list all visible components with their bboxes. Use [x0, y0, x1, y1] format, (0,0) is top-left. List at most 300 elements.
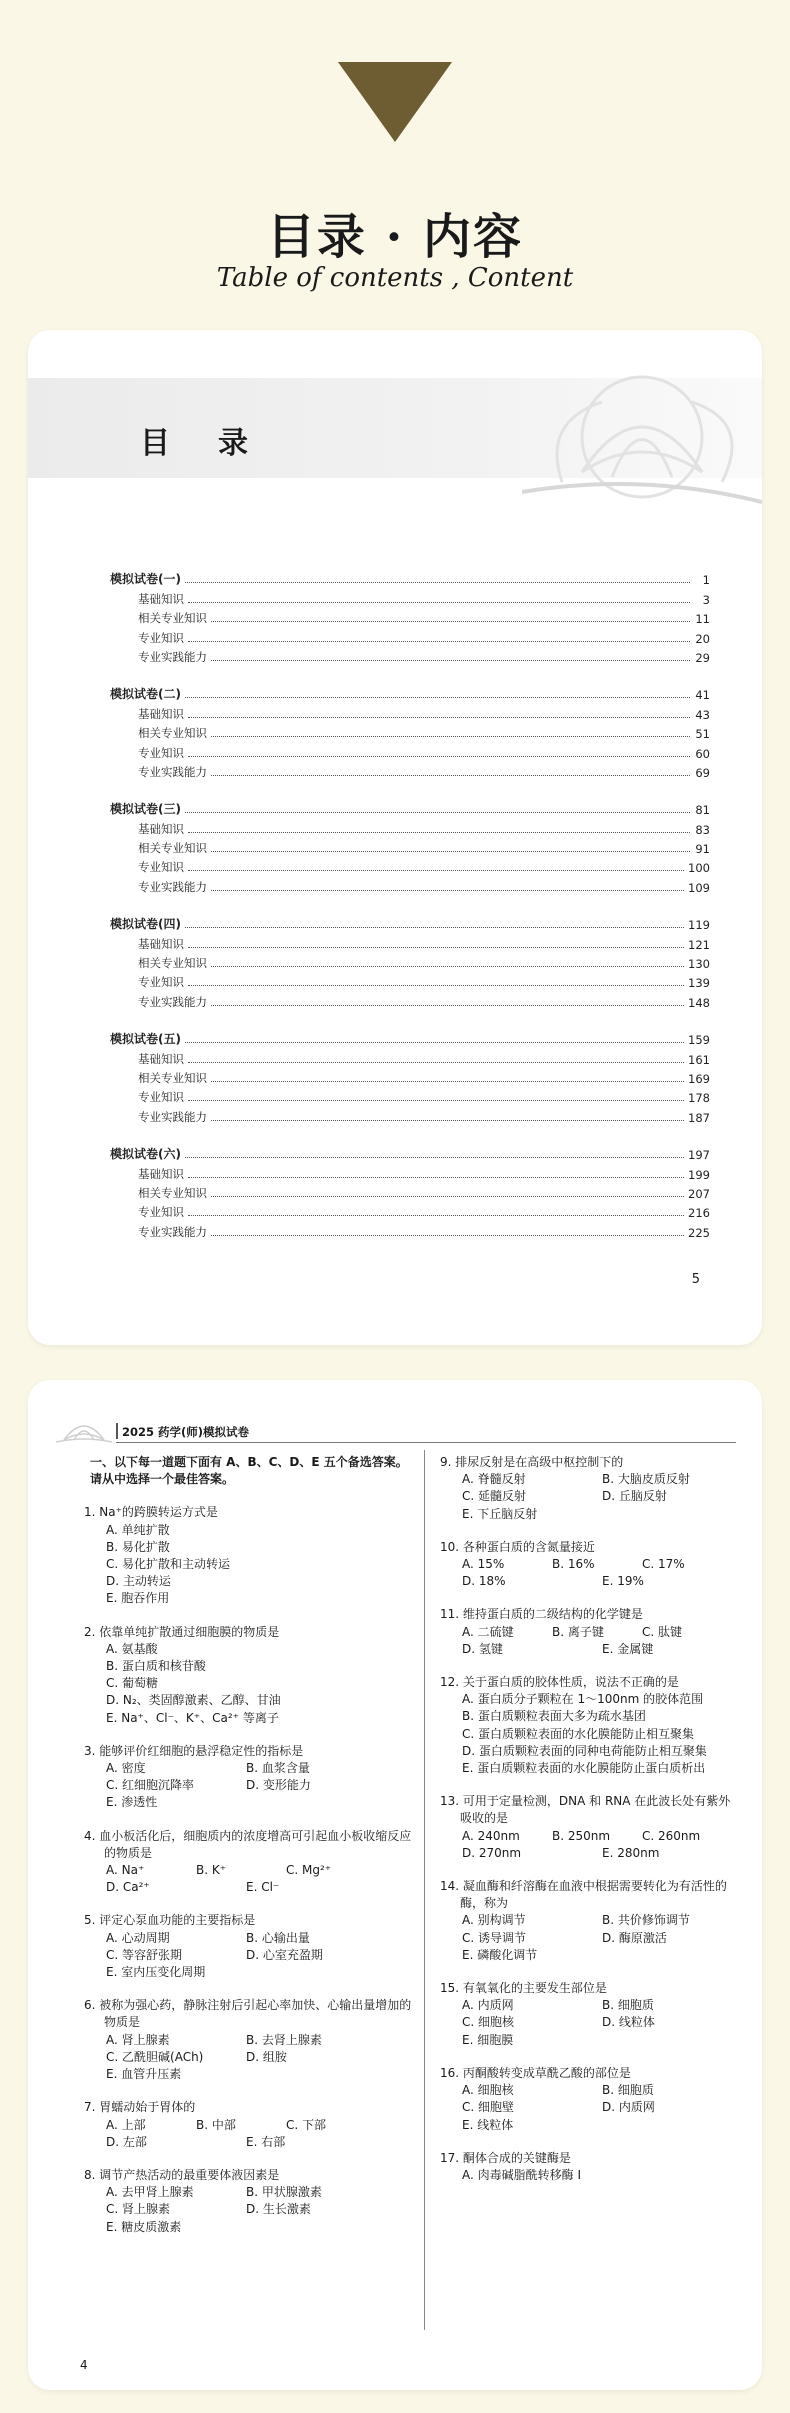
option-row	[106, 1590, 414, 1607]
answer-option[interactable]: A. 别构调节	[462, 1913, 526, 1928]
option-row	[106, 2049, 414, 2066]
option-row	[462, 1997, 740, 2014]
answer-option[interactable]: D. 内质网	[602, 2100, 655, 2115]
option-row	[462, 1828, 740, 1845]
option-row	[106, 1573, 414, 1590]
answer-option[interactable]: C. 肾上腺素	[106, 2202, 171, 2217]
exam-header	[46, 1420, 746, 1444]
toc-entry-page: 83	[695, 822, 710, 837]
answer-option[interactable]: C. 细胞核	[462, 2015, 515, 2030]
toc-entry-label: 相关专业知识	[138, 611, 207, 626]
answer-option[interactable]: E. 磷酸化调节	[462, 1947, 538, 1962]
toc-entry-section[interactable]	[110, 932, 710, 951]
option-row	[106, 1522, 414, 1539]
answer-option[interactable]: D. 线粒体	[602, 2015, 655, 2030]
toc-entry-label: 相关专业知识	[138, 726, 207, 741]
exam-page-card	[28, 1380, 762, 2390]
answer-option[interactable]: E. 胞吞作用	[106, 1591, 170, 1606]
page-number: 4	[80, 2358, 88, 2372]
toc-entry-label: 模拟试卷(五)	[110, 1032, 181, 1047]
option-row	[462, 1471, 740, 1488]
answer-option[interactable]: A. 心动周期	[106, 1930, 170, 1945]
toc-entry-section[interactable]	[110, 607, 710, 626]
toc-entry-page: 199	[688, 1167, 710, 1182]
dot-leader	[211, 775, 690, 776]
toc-entry-page: 139	[688, 976, 710, 991]
option-row	[106, 1930, 414, 1947]
toc-entry-section[interactable]	[110, 1220, 710, 1239]
question-item	[84, 1997, 414, 2083]
option-row	[106, 1692, 414, 1709]
dot-leader	[188, 1062, 684, 1063]
toc-entry-page: 11	[695, 612, 710, 627]
toc-entry-label: 基础知识	[138, 591, 184, 606]
toc-entry-section[interactable]	[110, 702, 710, 721]
dot-leader	[185, 582, 690, 583]
toc-entry-label: 基础知识	[138, 1166, 184, 1181]
toc-entry-section[interactable]	[110, 646, 710, 665]
answer-option[interactable]: C. 红细胞沉降率	[106, 1778, 195, 1793]
toc-entry-label: 基础知识	[138, 706, 184, 721]
dot-leader	[185, 812, 690, 813]
answer-option[interactable]: D. 酶原激活	[602, 1930, 667, 1945]
option-row	[106, 2066, 414, 2083]
toc-entry-page: 148	[688, 995, 710, 1010]
dot-leader	[211, 660, 690, 661]
toc-entry-label: 模拟试卷(六)	[110, 1147, 181, 1162]
toc-entry-section[interactable]	[110, 952, 710, 971]
answer-option[interactable]: C. 易化扩散和主动转运	[106, 1557, 231, 1572]
option-row	[462, 1743, 740, 1760]
question-item	[84, 1624, 414, 1727]
toc-entry-section[interactable]	[110, 837, 710, 856]
option-row	[106, 1675, 414, 1692]
dot-leader	[188, 985, 684, 986]
answer-option[interactable]: B. 甲状腺激素	[246, 2185, 322, 2200]
option-row	[106, 1947, 414, 1964]
toc-entry-label: 专业实践能力	[138, 764, 207, 779]
header-bar	[116, 1423, 118, 1439]
toc-entry-label: 模拟试卷(三)	[110, 802, 181, 817]
answer-option[interactable]: D. 组胺	[246, 2049, 287, 2064]
dot-leader	[188, 832, 690, 833]
option-row	[462, 1930, 740, 1947]
toc-entry-page: 51	[695, 727, 710, 742]
dot-leader	[188, 641, 690, 642]
dot-leader	[211, 1005, 684, 1006]
option-row	[106, 2201, 414, 2218]
option-row	[462, 2167, 740, 2184]
question-item	[84, 1828, 414, 1897]
toc-entry-page: 91	[695, 842, 710, 857]
toc-group	[110, 913, 710, 1010]
answer-option[interactable]: B. K⁺	[196, 1863, 227, 1878]
toc-entry-exam[interactable]	[110, 913, 710, 932]
option-row	[106, 2184, 414, 2201]
toc-entry-label: 专业知识	[138, 1205, 184, 1220]
answer-option[interactable]: E. 下丘脑反射	[462, 1506, 538, 1521]
toc-entry-label: 专业实践能力	[138, 879, 207, 894]
toc-entry-label: 专业实践能力	[138, 1109, 207, 1124]
answer-option[interactable]: E. Na⁺、Cl⁻、K⁺、Ca²⁺ 等离子	[106, 1710, 279, 1725]
answer-option[interactable]: C. 乙酰胆碱(ACh)	[106, 2049, 204, 2064]
option-row	[462, 1726, 740, 1743]
toc-entry-page: 216	[688, 1206, 710, 1221]
answer-option[interactable]: B. 去肾上腺素	[246, 2032, 322, 2047]
lotus-watermark-icon	[522, 362, 762, 512]
toc-entry-page: 169	[688, 1071, 710, 1086]
answer-option[interactable]: D. 270nm	[462, 1845, 522, 1860]
toc-entry-page: 159	[688, 1033, 710, 1048]
toc-entry-label: 专业知识	[138, 745, 184, 760]
answer-option[interactable]: D. 蛋白质颗粒表面的同种电荷能防止相互聚集	[462, 1743, 707, 1758]
toc-entry-label: 相关专业知识	[138, 1185, 207, 1200]
toc-entry-page: 60	[695, 746, 710, 761]
question-stem: 17. 酮体合成的关键酶是	[440, 2150, 571, 2165]
option-row	[106, 1794, 414, 1811]
question-stem: 3. 能够评价红细胞的悬浮稳定性的指标是	[84, 1743, 304, 1758]
toc-entry-section[interactable]	[110, 741, 710, 760]
toc-entry-page: 121	[688, 937, 710, 952]
answer-option[interactable]: C. 葡萄糖	[106, 1676, 159, 1691]
option-row	[462, 1506, 740, 1523]
page-number: 5	[691, 1272, 700, 1287]
answer-option[interactable]: E. 室内压变化周期	[106, 1965, 206, 1980]
toc-entry-label: 模拟试卷(二)	[110, 687, 181, 702]
answer-option[interactable]: B. 250nm	[552, 1828, 611, 1843]
answer-option[interactable]: A. 上部	[106, 2117, 146, 2132]
toc-entry-section[interactable]	[110, 856, 710, 875]
option-row	[462, 1624, 740, 1641]
toc-entry-label: 专业实践能力	[138, 1224, 207, 1239]
toc-entry-label: 模拟试卷(四)	[110, 917, 181, 932]
toc-entry-section[interactable]	[110, 587, 710, 606]
toc-entry-exam[interactable]	[110, 798, 710, 817]
toc-entry-label: 专业知识	[138, 860, 184, 875]
answer-option[interactable]: E. 右部	[246, 2134, 286, 2149]
toc-entry-section[interactable]	[110, 761, 710, 780]
toc-entry-section[interactable]	[110, 875, 710, 894]
answer-option[interactable]: D. N₂、类固醇激素、乙醇、甘油	[106, 1693, 281, 1708]
answer-option[interactable]: D. 生长激素	[246, 2202, 311, 2217]
answer-option[interactable]: E. 糖皮质激素	[106, 2219, 182, 2234]
question-item	[440, 2150, 740, 2184]
answer-option[interactable]: A. 去甲肾上腺素	[106, 2185, 194, 2200]
toc-group	[110, 1143, 710, 1240]
question-stem: 14. 凝血酶和纤溶酶在血液中根据需要转化为有活性的酶，称为	[440, 1879, 727, 1911]
toc-group	[110, 1028, 710, 1125]
option-row	[106, 1964, 414, 1981]
toc-entry-page: 81	[695, 803, 710, 818]
dot-leader	[211, 966, 684, 967]
toc-entry-page: 20	[695, 631, 710, 646]
answer-option[interactable]: E. 线粒体	[462, 2117, 514, 2132]
option-row	[462, 2014, 740, 2031]
option-row	[106, 1539, 414, 1556]
option-row	[106, 1777, 414, 1794]
option-row	[462, 1760, 740, 1777]
question-stem: 16. 丙酮酸转变成草酰乙酸的部位是	[440, 2065, 631, 2080]
question-item	[84, 1743, 414, 1812]
toc-entry-section[interactable]	[110, 1086, 710, 1105]
question-item	[84, 2099, 414, 2151]
toc-group	[110, 683, 710, 780]
answer-option[interactable]: A. Na⁺	[106, 1863, 145, 1878]
answer-option[interactable]: B. 细胞质	[602, 1998, 654, 2013]
toc-entry-exam[interactable]	[110, 568, 710, 587]
answer-option[interactable]: D. 左部	[106, 2134, 147, 2149]
page-title: 目录 · 内容	[266, 209, 524, 265]
option-row	[106, 1641, 414, 1658]
option-row	[106, 2032, 414, 2049]
answer-option[interactable]: A. 单纯扩散	[106, 1522, 170, 1537]
toc-entry-section[interactable]	[110, 1067, 710, 1086]
answer-option[interactable]: C. 下部	[286, 2117, 327, 2132]
dot-leader	[211, 890, 684, 891]
answer-option[interactable]: B. 共价修饰调节	[602, 1913, 690, 1928]
answer-option[interactable]: A. 内质网	[462, 1998, 514, 2013]
toc-entry-page: 161	[688, 1052, 710, 1067]
question-stem: 5. 评定心泵血功能的主要指标是	[84, 1913, 256, 1928]
option-row	[462, 1947, 740, 1964]
toc-entry-section[interactable]	[110, 1201, 710, 1220]
toc-entry-page: 225	[688, 1225, 710, 1240]
option-row	[106, 1862, 414, 1879]
answer-option[interactable]: C. 延髓反射	[462, 1489, 527, 1504]
answer-option[interactable]: A. 蛋白质分子颗粒在 1～100nm 的胶体范围	[462, 1692, 704, 1707]
toc-list	[110, 568, 710, 1258]
answer-option[interactable]: B. 蛋白质和核苷酸	[106, 1659, 206, 1674]
toc-entry-exam[interactable]	[110, 1028, 710, 1047]
answer-option[interactable]: E. 渗透性	[106, 1795, 158, 1810]
option-row	[462, 1556, 740, 1573]
option-row	[462, 1691, 740, 1708]
answer-option[interactable]: B. 细胞质	[602, 2083, 654, 2098]
toc-group	[110, 798, 710, 895]
option-row	[106, 1879, 414, 1896]
toc-entry-section[interactable]	[110, 722, 710, 741]
toc-entry-label: 专业知识	[138, 975, 184, 990]
question-stem: 7. 胃蠕动始于胃体的	[84, 2100, 196, 2115]
answer-option[interactable]: A. 二硫键	[462, 1624, 514, 1639]
toc-entry-section[interactable]	[110, 1105, 710, 1124]
lotus-logo-icon	[54, 1410, 114, 1444]
option-row	[462, 2032, 740, 2049]
toc-entry-section[interactable]	[110, 626, 710, 645]
question-stem: 1. Na⁺的跨膜转运方式是	[84, 1505, 218, 1520]
answer-option[interactable]: D. 18%	[462, 1574, 506, 1589]
dot-leader	[211, 851, 690, 852]
toc-entry-label: 专业知识	[138, 1090, 184, 1105]
toc-entry-exam[interactable]	[110, 1143, 710, 1162]
answer-option[interactable]: D. Ca²⁺	[106, 1880, 150, 1895]
dot-leader	[211, 736, 690, 737]
option-row	[106, 1710, 414, 1727]
dot-leader	[185, 1157, 684, 1158]
answer-option[interactable]: B. 心输出量	[246, 1930, 310, 1945]
toc-entry-page: 29	[695, 650, 710, 665]
dot-leader	[188, 1215, 684, 1216]
toc-entry-label: 专业实践能力	[138, 649, 207, 664]
triangle-ornament	[338, 62, 452, 142]
option-row	[106, 2134, 414, 2151]
dot-leader	[185, 1042, 684, 1043]
toc-entry-page: 100	[688, 861, 710, 876]
question-item	[84, 1912, 414, 1981]
answer-option[interactable]: C. Mg²⁺	[286, 1863, 332, 1878]
toc-entry-page: 109	[688, 880, 710, 895]
option-row	[462, 2117, 740, 2134]
option-row	[462, 1488, 740, 1505]
answer-option[interactable]: C. 诱导调节	[462, 1930, 527, 1945]
option-row	[462, 1573, 740, 1590]
answer-option[interactable]: A. 肉毒碱脂酰转移酶 Ⅰ	[462, 2167, 581, 2182]
header-rule	[116, 1442, 736, 1443]
option-row	[106, 1556, 414, 1573]
toc-entry-label: 相关专业知识	[138, 956, 207, 971]
toc-entry-label: 专业实践能力	[138, 994, 207, 1009]
question-item	[440, 2065, 740, 2134]
option-row	[106, 2117, 414, 2134]
question-item	[440, 1878, 740, 1964]
dot-leader	[188, 1100, 684, 1101]
toc-entry-label: 专业知识	[138, 630, 184, 645]
toc-entry-label: 模拟试卷(一)	[110, 572, 181, 587]
question-stem: 6. 被称为强心药，静脉注射后引起心率加快、心输出量增加的物质是	[84, 1998, 412, 2030]
answer-option[interactable]: B. 蛋白质颗粒表面大多为疏水基团	[462, 1709, 646, 1724]
answer-option[interactable]: A. 密度	[106, 1761, 146, 1776]
toc-entry-page: 41	[695, 688, 710, 703]
option-row	[462, 1641, 740, 1658]
toc-entry-page: 69	[695, 765, 710, 780]
answer-option[interactable]: B. 离子键	[552, 1624, 604, 1639]
toc-entry-page: 187	[688, 1110, 710, 1125]
option-row	[462, 2099, 740, 2116]
answer-option[interactable]: D. 丘脑反射	[602, 1489, 667, 1504]
toc-entry-section[interactable]	[110, 1162, 710, 1181]
answer-option[interactable]: B. 大脑皮质反射	[602, 1472, 690, 1487]
option-row	[462, 1708, 740, 1725]
toc-entry-section[interactable]	[110, 1047, 710, 1066]
dot-leader	[188, 756, 690, 757]
question-stem: 10. 各种蛋白质的含氮量接近	[440, 1539, 595, 1554]
dot-leader	[211, 1235, 684, 1236]
question-stem: 4. 血小板活化后，细胞质内的浓度增高可引起血小板收缩反应的物质是	[84, 1828, 412, 1860]
toc-entry-page: 207	[688, 1186, 710, 1201]
answer-option[interactable]: C. 细胞壁	[462, 2100, 515, 2115]
answer-option[interactable]: A. 240nm	[462, 1828, 520, 1843]
dot-leader	[188, 717, 690, 718]
column-divider	[424, 1450, 425, 2330]
toc-entry-section[interactable]	[110, 971, 710, 990]
toc-entry-page: 119	[688, 918, 710, 933]
answer-option[interactable]: D. 变形能力	[246, 1778, 311, 1793]
question-item	[440, 1793, 740, 1862]
question-item	[440, 1454, 740, 1523]
toc-entry-label: 基础知识	[138, 936, 184, 951]
answer-option[interactable]: B. 16%	[552, 1557, 595, 1572]
answer-option[interactable]: E. 金属键	[602, 1641, 654, 1656]
answer-option[interactable]: C. 等容舒张期	[106, 1947, 183, 1962]
toc-heading: 目录	[140, 426, 296, 461]
question-item	[84, 2167, 414, 2236]
dot-leader	[188, 870, 684, 871]
option-row	[106, 1658, 414, 1675]
answer-option[interactable]: A. 脊髓反射	[462, 1472, 526, 1487]
option-row	[462, 1845, 740, 1862]
dot-leader	[185, 927, 684, 928]
toc-group	[110, 568, 710, 665]
answer-option[interactable]: A. 氨基酸	[106, 1641, 158, 1656]
answer-option[interactable]: C. 17%	[642, 1557, 685, 1572]
question-item	[440, 1539, 740, 1591]
question-item	[440, 1980, 740, 2049]
right-column	[440, 1454, 740, 2200]
toc-entry-section[interactable]	[110, 1182, 710, 1201]
dot-leader	[188, 602, 690, 603]
answer-option[interactable]: D. 氢键	[462, 1641, 503, 1656]
toc-entry-section[interactable]	[110, 817, 710, 836]
dot-leader	[188, 1177, 684, 1178]
answer-option[interactable]: B. 中部	[196, 2117, 236, 2132]
page-subtitle: Table of contents , Content	[216, 263, 574, 293]
answer-option[interactable]: D. 主动转运	[106, 1574, 171, 1589]
dot-leader	[211, 621, 690, 622]
answer-option[interactable]: C. 蛋白质颗粒表面的水化膜能防止相互聚集	[462, 1726, 695, 1741]
toc-entry-label: 相关专业知识	[138, 841, 207, 856]
answer-option[interactable]: A. 15%	[462, 1557, 505, 1572]
question-item	[440, 1674, 740, 1777]
answer-option[interactable]: E. 蛋白质颗粒表面的水化膜能防止蛋白质析出	[462, 1761, 706, 1776]
option-row	[106, 1760, 414, 1777]
answer-option[interactable]: B. 易化扩散	[106, 1539, 170, 1554]
toc-entry-label: 基础知识	[138, 821, 184, 836]
dot-leader	[211, 1120, 684, 1121]
toc-entry-label: 相关专业知识	[138, 1070, 207, 1085]
section-instructions: 一、以下每一道题下面有 A、B、C、D、E 五个备选答案。请从中选择一个最佳答案。	[90, 1455, 408, 1487]
dot-leader	[211, 1196, 684, 1197]
dot-leader	[211, 1081, 684, 1082]
answer-option[interactable]: A. 肾上腺素	[106, 2032, 170, 2047]
toc-entry-page: 197	[688, 1148, 710, 1163]
answer-option[interactable]: C. 肽键	[642, 1624, 683, 1639]
answer-option[interactable]: E. 细胞膜	[462, 2032, 514, 2047]
answer-option[interactable]: E. 280nm	[602, 1845, 660, 1860]
toc-card	[28, 330, 762, 1345]
answer-option[interactable]: C. 260nm	[642, 1828, 701, 1843]
answer-option[interactable]: A. 细胞核	[462, 2083, 514, 2098]
question-stem: 9. 排尿反射是在高级中枢控制下的	[440, 1455, 624, 1469]
answer-option[interactable]: B. 血浆含量	[246, 1761, 310, 1776]
question-stem: 13. 可用于定量检测，DNA 和 RNA 在此波长处有紫外吸收的是	[440, 1794, 731, 1826]
toc-entry-section[interactable]	[110, 990, 710, 1009]
answer-option[interactable]: E. Cl⁻	[246, 1880, 280, 1895]
toc-entry-exam[interactable]	[110, 683, 710, 702]
option-row	[462, 2082, 740, 2099]
question-stem: 12. 关于蛋白质的胶体性质，说法不正确的是	[440, 1675, 679, 1690]
question-stem: 8. 调节产热活动的最重要体液因素是	[84, 2167, 280, 2182]
question-stem: 15. 有氧氧化的主要发生部位是	[440, 1981, 607, 1996]
toc-entry-page: 43	[695, 707, 710, 722]
answer-option[interactable]: E. 19%	[602, 1574, 644, 1589]
answer-option[interactable]: E. 血管升压素	[106, 2067, 182, 2082]
exam-header-label: 2025 药学(师)模拟试卷	[122, 1425, 250, 1439]
toc-entry-page: 130	[688, 957, 710, 972]
option-row	[106, 2219, 414, 2236]
answer-option[interactable]: D. 心室充盈期	[246, 1947, 323, 1962]
toc-entry-page: 1	[702, 573, 710, 588]
toc-entry-page: 3	[702, 592, 710, 607]
